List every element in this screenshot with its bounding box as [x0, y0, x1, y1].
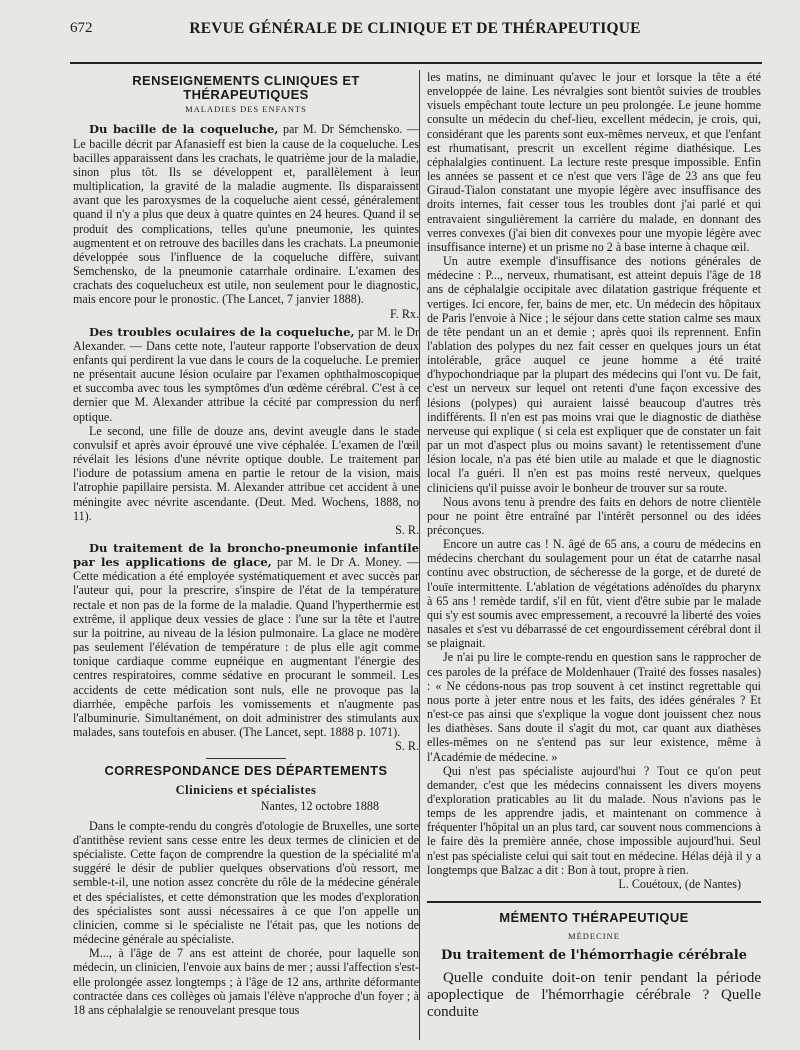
article-signature: S. R.: [395, 522, 419, 537]
running-title: REVUE GÉNÉRALE DE CLINIQUE ET DE THÉRAPEUTIQUE: [189, 20, 641, 37]
article-body: par M. le Dr A. Money. — Cette médication a été employée systématiquement et avec succès par l'auteur qui, pour la prescrire, s'inspire de l'état de la température rectale et non pas de la forme de la maladie. Quand l'hyperthermie est extrême, il applique deux vessies de glace : l'une sur la tête et l'autre sur la poitrine, au niveau de la lésion pulmonaire. La glace ne modère pas seulement l'élévation de température : de plus elle agit comme tonique cardiaque comme eupnéique en augmentant l'énergie des centres respiratoires, comme sédative en procurant le sommeil. Les accidents de cette médication sont nuls, elle ne provoque pas la diarrhée, empêche parfois les vomissements et n'augmente pas l'albuminurie. Simultanément, on doit administrer des stimulants aux malades, sans toutefois en abuser. (The Lancet, sept. 1888 p. 1071).: [73, 555, 419, 740]
correspondence-title: CORRESPONDANCE DES DÉPARTEMENTS: [104, 763, 388, 779]
column-divider: [419, 70, 420, 1040]
article-title: Du traitement de la broncho-pneumonie infantile par les applications de glace,: [73, 541, 419, 570]
article-signature: S. R.: [395, 739, 419, 754]
section-subtitle: MALADIES DES ENFANTS: [185, 104, 307, 115]
correspondence-paragraph: Qui n'est pas spécialiste aujourd'hui ? Tout ce qu'on peut demander, c'est que les médecins connaissent les divers moyens d'exploration praticables au lit du malade. Nous n'avions pas le temps de les apprendre jadis, et maintenant on commence à fréquenter l'hôpital un an plus tard, car souvent nous commencions à le faire dès la première année, chose impossible aujourd'hui. Seul n'est pas spécialiste celui qui sait tout en médecine. Hélas déjà il y a longtemps que Balzac a dit : Bon à tout, propre à rien.: [427, 763, 761, 877]
memento-heading: Du traitement de l'hémorrhagie cérébrale: [441, 948, 747, 964]
article-ocular-troubles: [73, 325, 419, 424]
right-column: [427, 70, 761, 1021]
correspondence-date: Nantes, 12 octobre 1888: [260, 798, 379, 813]
memento-rule: [427, 901, 761, 903]
article-broncho-pneumonia: [73, 541, 419, 739]
memento-title: MÉMENTO THÉRAPEUTIQUE: [499, 910, 689, 926]
article-body: par M. le Dr Alexander. — Dans cette note, l'auteur rapporte l'observation de deux enfants qui perdirent la vue dans le cours de la coqueluche. Le premier ne présentait aucune lésion oculaire par l'examen ophthalmoscopique et succomba avec tous les symptômes d'un œdème cérébral. C'est à ce dernier que M. Alexander attribue la cécité par compression du nerf optique.: [73, 324, 419, 424]
correspondence-paragraph: Encore un autre cas ! N. âgé de 65 ans, a couru de médecins en médecins cherchant du soulagement pour un état de catarrhe nasal continu avec obstruction, de sécheresse de la gorge, et de dureté de l'ouïe intermittente. L'ablation de végétations adénoïdes du pharynx à 65 ans ! remède tardif, s'il en fût, vient d'être subie par le malade qui s'y est soumis avec empressement, a recouvré la liberté des voies nasales et s'est vu débarrassé de cet engourdissement cérébral dont il se plaignait.: [427, 537, 761, 651]
article-title: Des troubles oculaires de la coqueluche,: [89, 324, 355, 339]
correspondence-subtitle: Cliniciens et spécialistes: [175, 782, 317, 797]
section-divider: [206, 758, 286, 759]
correspondence-paragraph: Un autre exemple d'insuffisance des notions générales de médecine : P..., nerveux, rhumatisant, est atteint depuis l'âge de 18 ans de céphalalgie occipitale avec dilatation gastrique fréquente et vertiges. Ici encore, fer, bains de mer, etc. Un médecin des hôpitaux de Paris l'envoie à Nice ; le séjour dans cette station calme ses maux de tête pendant un an et demie ; après quoi ils reprennent. Enfin l'ablation des polypes du nez fait cesser en quelques jours un état intolérable, grâce auquel ce jeune homme a été traité d'hypochondriaque par la plupart des médecins qui l'ont vu. De fait, c'est un nerveux sur lequel ont retenti d'une façon excessive des lésions (polypes) qui auraient laissé beaucoup d'autres très indifférents. Il n'en est pas moins vrai que le diagnostic de diathèse nerveuse qui explique ( si cela est expliquer que de constater un fait par un mot d'aspect plus ou moins savant) le retentissement d'une lésion locale, n'a pas été bien utile au malade et que le diagnostic local l'a guéri. Il n'en est pas moins resté nerveux, quelques cliniciens qu'il puisse avoir le bonheur de trouver sur sa route.: [427, 254, 761, 495]
memento-paragraph: Quelle conduite doit-on tenir pendant la période apoplectique de l'hémorrhagie cérébrale ? Quelle conduite: [427, 969, 761, 1020]
left-column: [73, 70, 419, 1017]
header-rule: [70, 62, 762, 64]
correspondence-paragraph: Dans le compte-rendu du congrès d'otologie de Bruxelles, une sorte d'antithèse revient sans cesse entre les deux termes de clinicien et de spécialiste. Cette façon de comprendre la question de la spécialité m'a suggéré le désir de publier quelques observations d'où ressort, me semble-t-il, une notion assez concrète du rôle de la médecine générale et des spécialistes, et cette démonstration que les modes d'exploration des spécialistes sont aussi nécessaires à ce que l'on appelle un clinicien, comme si le spécialiste ne l'était pas, que les notions de médecine générale au spécialiste.: [73, 818, 419, 947]
article-body: par M. Dr Sémchensko. — Le bacille décrit par Afanasieff est bien la cause de la coqueluche. Les bacilles apparaissent dans les crachats, le quatrième jour de la maladie, sinon plus tôt. Ils se développent et, parallèlement à leur multiplication, la gravité de la maladie augmente. Ils disparaissent avant que les paroxysmes de la coqueluche aient cessé, généralement quand il n'y a plus que deux à quatre quintes en 24 heures. Quand il se produit des complications, telles qu'une pneumonie, les quintes augmentent et on retrouve des bacilles dans les crachats. La pneumonie développée sous l'influence de la coqueluche diffère, suivant Semchensko, de la pneumonie catarrhale ordinaire. L'examen des crachats des coquelucheux est utile, non seulement pour le diagnostic, mais encore pour le pronostic. (The Lancet, 7 janvier 1888).: [73, 122, 419, 307]
correspondence-paragraph: Nous avons tenu à prendre des faits en dehors de notre clientèle pour ne point être entraîné par l'intérêt personnel ou des idées préconçues.: [427, 494, 761, 537]
article-paragraph: Le second, une fille de douze ans, devint aveugle dans le stade convulsif et après avoir éprouvé une vive céphalée. L'examen de l'œil révélait les lésions d'une névrite optique double. Le traitement par l'iodure de potassium amena en partie le retour de la vision, mais l'atrophie papillaire persista. M. Alexander attribue cet accident à une méningite avec névrite ascendante. (Deut. Med. Wochens, 1888, no 11).: [73, 423, 419, 523]
memento-subtitle: MÉDECINE: [568, 931, 620, 942]
article-whooping-cough-bacillus: [73, 122, 419, 306]
correspondence-paragraph: les matins, ne diminuant qu'avec le jour et lorsque la tête a été enveloppée de laine. Les névralgies sont bientôt suivies de troubles visuels empêchant toute lecture un peu prolongée. Le jeune homme consulte un médecin du chef-lieu, excellent médecin, je crois, qui, considérant que les parents sont eux-mêmes nerveux, et que l'enfant est rhumatisant, prescrit un excellent régime diathésique. Les céphalalgies continuent. La lecture reste presque impossible. Enfin les années se passent et ce n'est que vers l'âge de 23 ans que feu Giraud-Tialon constatant une myopie légère avec insuffisance des droits internes, fait cesser tous les troubles dont j'ai parlé et qui entravaient singulièrement la carrière du malade, en donnant des verres convexes (j'ai bien dit convexes pour une myopie légère avec insuffisance interne) et un prisme no 2 à base interne à chaque œil.: [427, 70, 761, 254]
article-signature: F. Rx.: [390, 306, 419, 321]
article-title: Du bacille de la coqueluche,: [89, 122, 279, 137]
correspondence-paragraph: Je n'ai pu lire le compte-rendu en question sans le rapprocher de ces paroles de la préface de Moldenhauer (Traité des fosses nasales) : « Ne cédons-nous pas trop souvent à cet instinct regrettable qui nous porte à jeter entre nous et les faits, des idées générales ? Et n'est-ce pas ainsi que s'explique la vogue dont jouissent chez nous les diathèses. Sans doute il s'agit du mot, car quant aux diathèses elles-mêmes on ne s'entend pas sur leur existence, même à l'Académie de médecine. »: [427, 650, 761, 764]
page-number: 672: [70, 20, 93, 36]
correspondence-signature: L. Couétoux, (de Nantes): [618, 876, 741, 891]
page-header: [70, 20, 760, 42]
section-title: RENSEIGNEMENTS CLINIQUES ET THÉRAPEUTIQUES: [132, 73, 360, 103]
correspondence-paragraph: M..., à l'âge de 7 ans est atteint de chorée, pour laquelle son médecin, un clinicien, l'envoie aux bains de mer ; aussi l'affection s'est-elle prolongée assez longtemps ; à l'âge de 12 ans, arthrite déformante contractée dans ces collèges où jamais l'élève n'approche d'un foyer ; à 18 ans céphalalgie se renouvelant presque tous: [73, 946, 419, 1017]
